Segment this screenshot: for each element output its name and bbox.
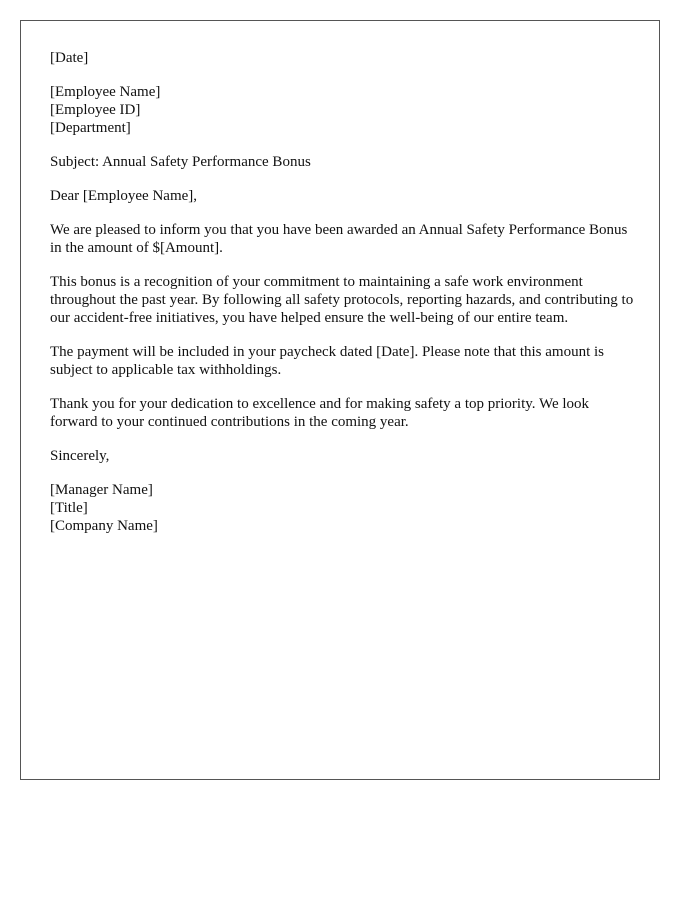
signature-block <box>50 481 640 535</box>
letter-body <box>50 49 640 551</box>
letter-closing: Sincerely, <box>50 448 110 464</box>
signature-name: [Manager Name] <box>50 482 153 498</box>
recipient-name: [Employee Name] <box>50 84 161 100</box>
subject-block <box>50 153 640 171</box>
signature-title: [Title] <box>50 500 88 516</box>
date-block <box>50 49 640 67</box>
letter-subject: Subject: Annual Safety Performance Bonus <box>50 154 311 170</box>
recipient-id: [Employee ID] <box>50 102 141 118</box>
paragraph-recognition: This bonus is a recognition of your commitment to maintaining a safe work environment throughout the past year. By following all safety protocols, reporting hazards, and contributing to our accident-free initiatives, you have helped ensure the well-being of our entire team. <box>50 274 634 326</box>
letter-salutation: Dear [Employee Name], <box>50 188 198 204</box>
recipient-block <box>50 83 640 137</box>
signature-company: [Company Name] <box>50 518 158 534</box>
paragraph-thanks: Thank you for your dedication to excellence and for making safety a top priority. We look forward to your continued contributions in the coming year. <box>50 396 590 430</box>
salutation-block <box>50 187 640 205</box>
letter-date: [Date] <box>50 50 89 66</box>
closing-block <box>50 447 640 465</box>
letter-page <box>20 20 660 780</box>
paragraph-award: We are pleased to inform you that you have been awarded an Annual Safety Performance Bonus in the amount of $[Amount]. <box>50 222 628 256</box>
paragraph-payment: The payment will be included in your paycheck dated [Date]. Please note that this amount is subject to applicable tax withholdings. <box>50 344 605 378</box>
recipient-department: [Department] <box>50 120 131 136</box>
